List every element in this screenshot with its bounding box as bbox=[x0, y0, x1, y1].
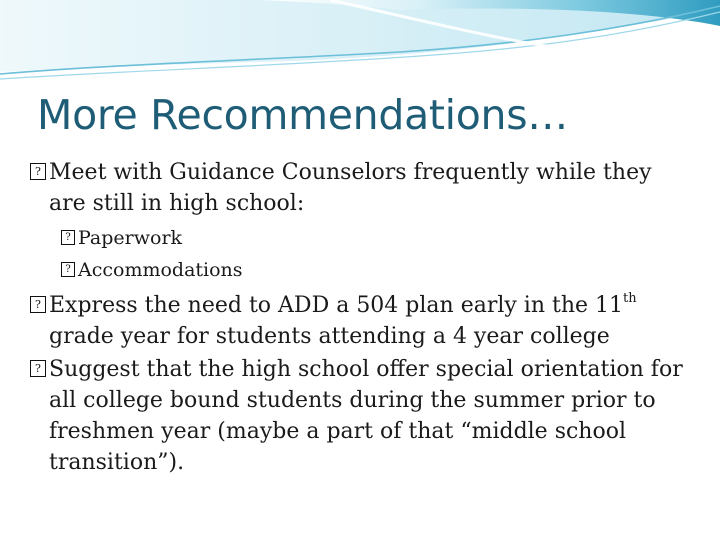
bullet-text bbox=[49, 290, 690, 352]
header-wave-decoration bbox=[0, 0, 720, 90]
bullet-text: Meet with Guidance Counselors frequently while they are still in high school: bbox=[49, 160, 652, 216]
bullet-item bbox=[30, 157, 690, 219]
sub-bullet-text: Paperwork bbox=[78, 227, 183, 249]
bullet-list bbox=[30, 157, 690, 478]
superscript: th bbox=[623, 290, 637, 306]
bullet-text-part: Express the need to ADD a 504 plan early in the 11 bbox=[49, 293, 624, 318]
sub-bullet-item bbox=[30, 254, 690, 286]
sub-bullet-item bbox=[30, 222, 690, 254]
bullet-glyph-icon: ? bbox=[61, 262, 75, 277]
bullet-glyph-icon: ? bbox=[30, 296, 46, 313]
slide-title: More Recommendations… bbox=[37, 91, 569, 139]
bullet-glyph-icon: ? bbox=[30, 360, 46, 377]
bullet-text: Suggest that the high school offer special orientation for all college bound students during the summer prior to freshmen year (maybe a part of that “middle school transition”). bbox=[49, 357, 683, 475]
bullet-item bbox=[30, 354, 690, 478]
bullet-text-part: grade year for students attending a 4 year college bbox=[49, 324, 610, 349]
sub-bullet-text: Accommodations bbox=[78, 259, 243, 281]
bullet-glyph-icon: ? bbox=[30, 163, 46, 180]
bullet-item bbox=[30, 290, 690, 352]
bullet-glyph-icon: ? bbox=[61, 230, 75, 245]
